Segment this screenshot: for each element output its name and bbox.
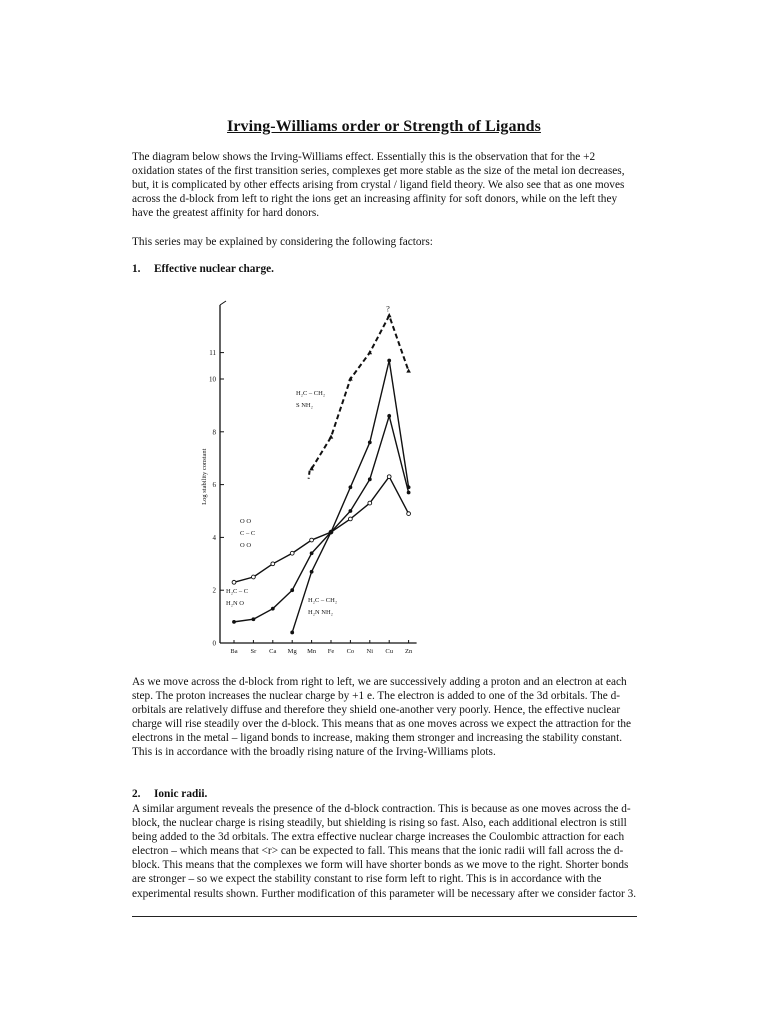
- factor2-paragraph: A similar argument reveals the presence of the d-block contraction. This is because as one moves across the d-block, the nuclear charge is rising steadily, but shielding is rising so fast. Also, each additional electron is still being added to the 3d orbitals. The extra effective nuclear charge increases the Coulombic attraction for each electron – which means that <r> can be expected to fall. This means that the ionic radii will fall across the d-block. This means that the complexes we form will have shorter bonds as we move to the right. Shorter bonds are stronger – so we expect the stability constant to rise form left to right. This is in accordance with the experimental results shown. Further modification of this parameter will be necessary after we consider factor 3.: [132, 803, 637, 900]
- series-lead-mercaptoethylamine: [309, 471, 310, 479]
- factor2-heading: [132, 788, 207, 800]
- point-ethylenediamine: [387, 359, 391, 363]
- y-tick-label: 4: [212, 533, 216, 542]
- oxalate-label-line: C – C: [240, 530, 256, 537]
- point-ethylenediamine: [290, 631, 294, 635]
- point-oxalate: [387, 475, 391, 479]
- factor1-number: 1.: [132, 263, 141, 275]
- factor2-heading-text: Ionic radii.: [154, 788, 208, 800]
- point-oxalate: [310, 538, 314, 542]
- y-tick-label: 2: [212, 586, 216, 595]
- chart-series: [232, 313, 411, 634]
- point-mercaptoethylamine: [387, 313, 392, 317]
- irving-williams-chart: [198, 295, 433, 655]
- series-line-glycinate: [234, 416, 409, 622]
- point-glycinate: [407, 491, 411, 495]
- point-glycinate: [310, 551, 314, 555]
- y-tick-label: 11: [209, 349, 216, 358]
- chart-labels: [226, 305, 390, 616]
- factor2-number: 2.: [132, 788, 141, 800]
- document-title: Irving-Williams order or Strength of Ligands: [227, 118, 541, 135]
- point-glycinate: [387, 414, 391, 418]
- point-glycinate: [368, 477, 372, 481]
- factor1-heading: [132, 263, 274, 275]
- point-mercaptoethylamine: [406, 368, 411, 372]
- point-ethylenediamine: [349, 485, 353, 489]
- oxalate-label-line: O O: [240, 518, 252, 525]
- point-ethylenediamine: [368, 440, 372, 444]
- y-tick-label: 6: [212, 481, 216, 490]
- point-ethylenediamine: [310, 570, 314, 574]
- glycinate-label-line: H₂N O: [226, 600, 244, 607]
- point-oxalate: [271, 562, 275, 566]
- x-tick-label-ca: Ca: [269, 648, 277, 655]
- ethylenediamine-label-line: H₂C – CH₂: [308, 597, 338, 604]
- point-glycinate: [252, 617, 256, 621]
- x-tick-label-mg: Mg: [287, 648, 297, 655]
- bottom-rule: [132, 916, 637, 917]
- mercaptoethylamine-label-line: H₂C – CH₂: [296, 390, 326, 397]
- point-oxalate: [349, 517, 353, 521]
- point-ethylenediamine: [329, 530, 333, 534]
- point-oxalate: [407, 512, 411, 516]
- x-tick-label-cu: Cu: [385, 648, 393, 655]
- x-tick-label-ni: Ni: [366, 648, 374, 655]
- point-glycinate: [232, 620, 236, 624]
- y-tick-label: 0: [212, 639, 216, 648]
- series-intro-paragraph: This series may be explained by considering the following factors:: [132, 236, 433, 248]
- y-tick-label: 8: [212, 428, 216, 437]
- factor1-heading-text: Effective nuclear charge.: [154, 263, 274, 275]
- point-oxalate: [252, 575, 256, 579]
- point-oxalate: [368, 501, 372, 505]
- factor1-paragraph: As we move across the d-block from right to left, we are successively adding a proton and an electron at each step. The proton increases the nuclear charge by +1 e. The electron is added to one of the 3d orbitals. The d-orbitals are relatively diffuse and therefore they shield one-another very poorly. Hence, the effective nuclear charge will rise steadily over the d-block. This means that as one moves across we expect the attraction for the electrons in the metal – ligand bonds to increase, making them stronger and increasing the stability constant. This is in accordance with the broadly rising nature of the Irving-Williams plots.: [132, 676, 631, 759]
- glycinate-label-line: H₂C – C: [226, 588, 249, 595]
- series-line-oxalate: [234, 477, 409, 583]
- oxalate-label-line: O O: [240, 542, 252, 549]
- ethylenediamine-label-line: H₂N NH₂: [308, 609, 333, 616]
- point-mercaptoethylamine: [368, 350, 373, 354]
- point-ethylenediamine: [407, 485, 411, 489]
- point-oxalate: [290, 551, 294, 555]
- x-tick-label-zn: Zn: [404, 648, 413, 655]
- point-mercaptoethylamine: [329, 434, 334, 438]
- x-tick-label-ba: Ba: [230, 648, 238, 655]
- intro-paragraph: The diagram below shows the Irving-Williams effect. Essentially this is the observation that for the +2 oxidation states of the first transition series, complexes get more stable as the size of the metal ion decreases, but, it is complicated by other effects arising from crystal / ligand field theory. We also see that as one moves across the d-block from left to right the ions get an increasing affinity for soft donors, while on the left they have the greatest affinity for hard donors.: [132, 151, 625, 220]
- question-mark-annotation: ?: [386, 304, 390, 314]
- y-axis-cap: [220, 301, 226, 305]
- point-oxalate: [232, 580, 236, 584]
- y-axis-label: Log stability constant: [201, 448, 208, 505]
- x-tick-label-sr: Sr: [250, 648, 257, 655]
- point-glycinate: [290, 588, 294, 592]
- x-tick-label-mn: Mn: [307, 648, 317, 655]
- y-tick-label: 10: [209, 375, 216, 384]
- point-glycinate: [271, 607, 275, 611]
- x-tick-label-fe: Fe: [327, 648, 335, 655]
- point-glycinate: [349, 509, 353, 513]
- x-tick-label-co: Co: [346, 648, 355, 655]
- mercaptoethylamine-label-line: S NH₂: [296, 402, 313, 409]
